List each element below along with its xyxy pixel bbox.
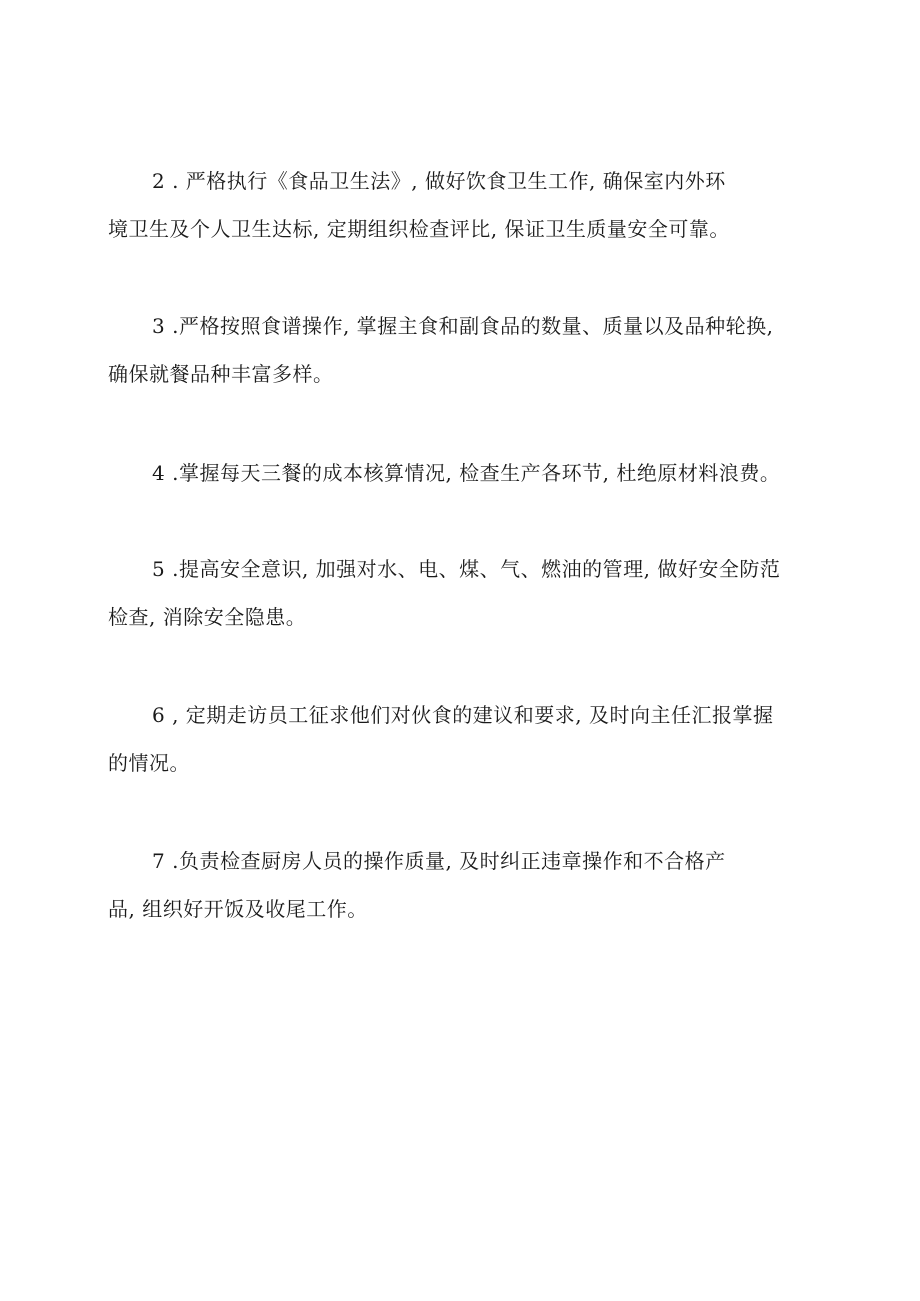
paragraph-item-4 — [108, 449, 828, 497]
paragraph-line: 的情况。 — [108, 751, 190, 775]
paragraph-line: 5 .提高安全意识, 加强对水、电、煤、气、燃油的管理, 做好安全防范 — [152, 557, 781, 581]
paragraph-item-5 — [108, 545, 828, 641]
paragraph-item-2 — [108, 157, 828, 253]
paragraph-item-7 — [108, 837, 828, 933]
paragraph-line: 品, 组织好开饭及收尾工作。 — [108, 897, 368, 921]
paragraph-line: 4 .掌握每天三餐的成本核算情况, 检查生产各环节, 杜绝原材料浪费。 — [152, 461, 781, 485]
paragraph-item-6 — [108, 691, 828, 787]
paragraph-line: 境卫生及个人卫生达标, 定期组织检查评比, 保证卫生质量安全可靠。 — [108, 217, 730, 241]
paragraph-line: 2 . 严格执行《食品卫生法》, 做好饮食卫生工作, 确保室内外环 — [152, 169, 726, 193]
paragraph-item-3 — [108, 302, 828, 398]
paragraph-line: 确保就餐品种丰富多样。 — [108, 362, 334, 386]
paragraph-line: 6 , 定期走访员工征求他们对伙食的建议和要求, 及时向主任汇报掌握 — [152, 703, 774, 727]
paragraph-line: 3 .严格按照食谱操作, 掌握主食和副食品的数量、质量以及品种轮换, — [152, 314, 774, 338]
paragraph-line: 检查, 消除安全隐患。 — [108, 605, 307, 629]
paragraph-line: 7 .负责检查厨房人员的操作质量, 及时纠正违章操作和不合格产 — [152, 849, 726, 873]
